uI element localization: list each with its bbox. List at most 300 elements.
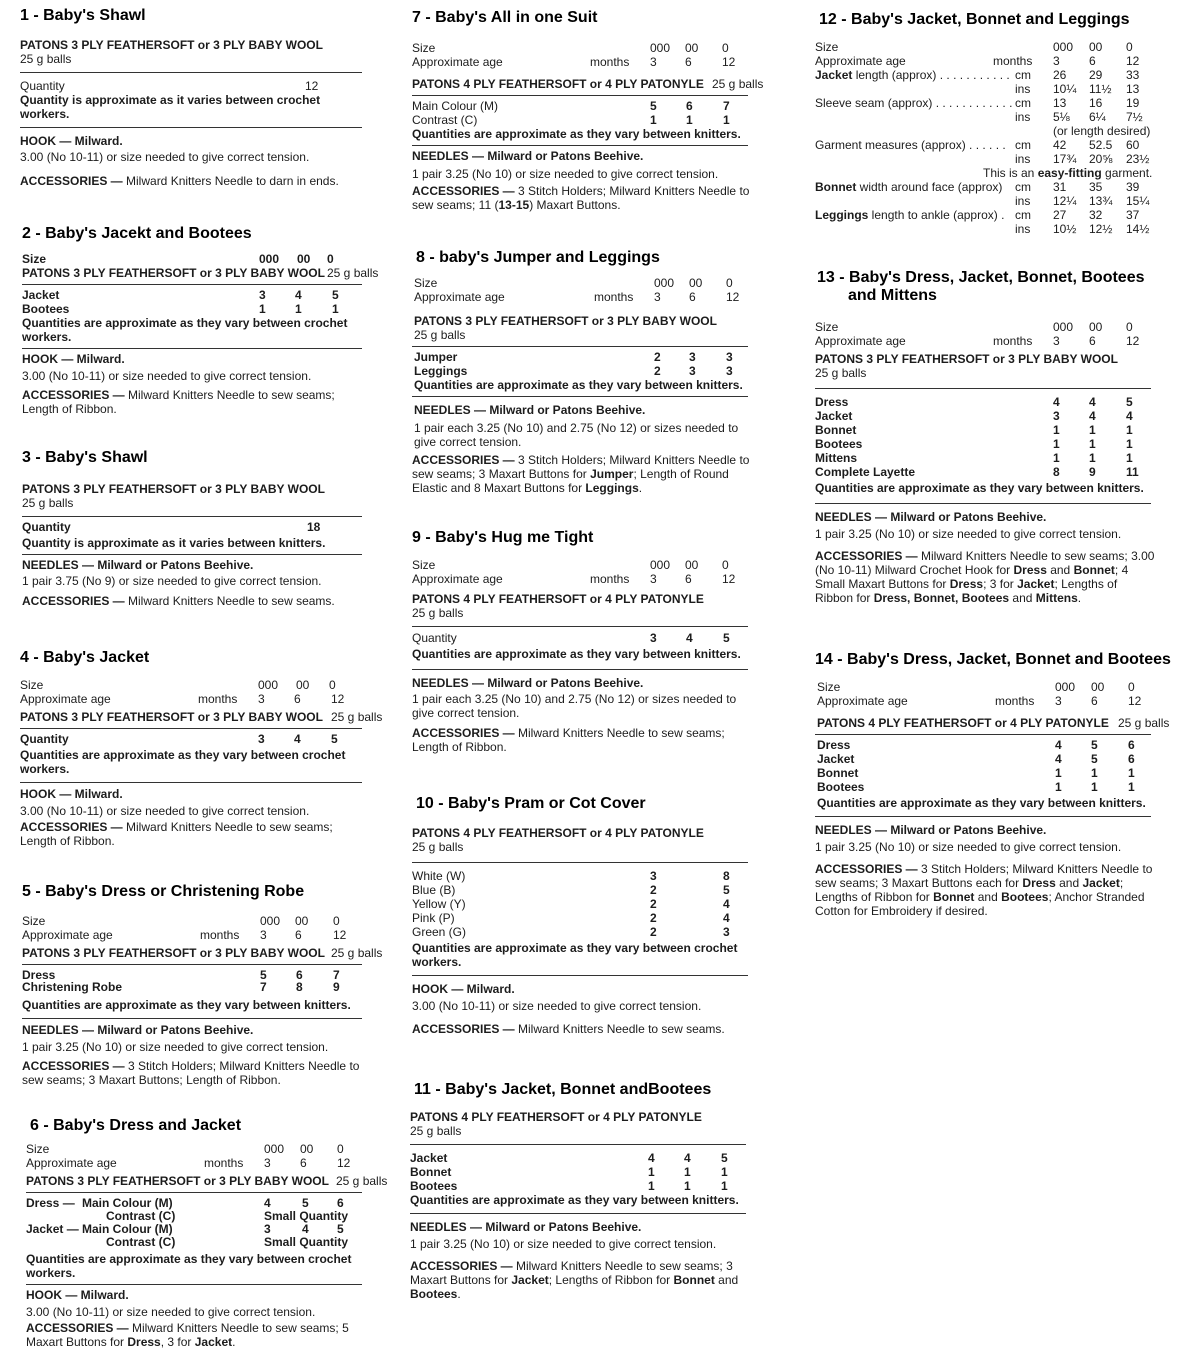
- text-value: 2: [650, 897, 657, 911]
- divider: [412, 669, 748, 670]
- text-value: 17¾: [1053, 152, 1077, 166]
- text-value: ACCESSORIES —: [412, 184, 515, 198]
- hook-text: 3.00 (No 10-11) or size needed to give correct tension.: [20, 804, 310, 818]
- text-value: 2: [650, 925, 657, 939]
- text-value: 3: [723, 925, 730, 939]
- text-value: 13: [1126, 82, 1140, 96]
- text-value: 5: [332, 288, 339, 302]
- text-value: 25 g balls: [331, 710, 383, 724]
- quantity-note: Quantities are approximate as they vary between knitters.: [412, 647, 741, 661]
- text-value: Size: [20, 678, 44, 692]
- text-value: easy-fitting: [1037, 166, 1102, 180]
- text-value: 3: [650, 572, 657, 586]
- text-value: 0: [726, 276, 733, 290]
- text-value: Main Colour (M): [412, 99, 499, 113]
- text-value: 3: [264, 1222, 271, 1236]
- text-value: 25 g balls: [414, 328, 466, 342]
- text-value: 000: [264, 1142, 285, 1156]
- text-value: and: [1009, 591, 1036, 605]
- text-value: months: [993, 334, 1033, 348]
- text-value: 00: [1091, 680, 1105, 694]
- text-value: 00: [1089, 320, 1103, 334]
- text-value: length to ankle (approx) .: [868, 208, 1005, 222]
- text-value: 25 g balls: [336, 1174, 388, 1188]
- text-value: 29: [1089, 68, 1103, 82]
- text-value: ; Length of Round Elastic and 8 Maxart Buttons for: [412, 467, 729, 495]
- hook-text: 3.00 (No 10-11) or size needed to give correct tension.: [412, 999, 702, 1013]
- text-value: 00: [296, 678, 310, 692]
- text-value: 9: [1089, 465, 1096, 479]
- text-value: 1: [295, 302, 302, 316]
- text-value: 37: [1126, 208, 1140, 222]
- text-value: 1: [1126, 451, 1133, 465]
- text-value: 18: [307, 520, 321, 534]
- text-value: 1: [1089, 437, 1096, 451]
- text-value: ; Lengths of Ribbon for: [815, 577, 1118, 605]
- text-value: ; Anchor Stranded Cotton for Embroidery if desired.: [815, 890, 1145, 918]
- text-value: 25 g balls: [815, 366, 867, 380]
- text-value: 25 g balls: [412, 840, 464, 854]
- text-value: Bootees: [22, 302, 70, 316]
- text-value: 3: [1053, 409, 1060, 423]
- text-value: 4: [264, 1196, 271, 1210]
- text-value: PATONS 4 PLY FEATHERSOFT or 4 PLY PATONYLE: [817, 716, 1109, 730]
- text-value: Jacket: [815, 409, 853, 423]
- text-value: 6: [689, 290, 696, 304]
- text-value: White (W): [412, 869, 466, 883]
- text-value: 1: [650, 113, 657, 127]
- section-title: 10 - Baby's Pram or Cot Cover: [416, 795, 646, 812]
- text-value: and: [1046, 563, 1074, 577]
- accessories: [815, 862, 1155, 918]
- accessories: [815, 549, 1155, 605]
- text-value: 3: [726, 364, 733, 378]
- quantity-note: Quantities are approximate as they vary between knitters.: [410, 1193, 739, 1207]
- text-value: 12: [1126, 54, 1140, 68]
- text-value: Small Quantity: [264, 1235, 349, 1249]
- text-value: 2: [650, 883, 657, 897]
- section-title: 7 - Baby's All in one Suit: [412, 9, 598, 26]
- text-value: Size: [412, 558, 436, 572]
- text-value: Pink (P): [412, 911, 455, 925]
- text-value: .: [1077, 591, 1082, 605]
- divider: [22, 284, 362, 285]
- text-value: 0: [1128, 680, 1135, 694]
- text-value: 2: [654, 364, 661, 378]
- text-value: Sleeve seam (approx) . . . . . . . . . . . .: [815, 96, 1013, 110]
- text-value: Milward Knitters Needle to sew seams; 3 Maxart Buttons for: [410, 1259, 733, 1287]
- divider: [815, 503, 1151, 504]
- text-value: 4: [1126, 409, 1133, 423]
- text-value: PATONS 3 PLY FEATHERSOFT or 3 PLY BABY WOOL: [26, 1174, 329, 1188]
- text-value: 00: [689, 276, 703, 290]
- text-value: 5: [1126, 395, 1133, 409]
- accessories: [20, 820, 362, 848]
- text-value: 6: [1128, 752, 1135, 766]
- text-value: 4: [1053, 395, 1060, 409]
- text-value: months: [590, 572, 630, 586]
- text-value: 5: [1091, 738, 1098, 752]
- text-value: 1: [259, 302, 266, 316]
- text-value: 25 g balls: [22, 496, 74, 510]
- section-title-line-2: and Mittens: [848, 287, 937, 304]
- text-value: 00: [685, 41, 699, 55]
- needles-text: 1 pair 3.25 (No 10) or size needed to give correct tension.: [815, 840, 1122, 854]
- text-value: 5: [337, 1222, 344, 1236]
- quantity-note: Quantities are approximate as they vary between crochet workers.: [26, 1252, 352, 1280]
- size-label: Size: [22, 252, 47, 266]
- text-value: and: [974, 890, 1002, 904]
- text-value: 1: [1091, 766, 1098, 780]
- text-value: 1: [1053, 451, 1060, 465]
- text-value: Milward Knitters Needle to sew seams; Length of Ribbon.: [412, 726, 725, 754]
- text-value: Approximate age: [20, 692, 111, 706]
- text-value: 4: [684, 1151, 691, 1165]
- text-value: 0: [327, 252, 334, 266]
- text-value: 3: [726, 350, 733, 364]
- text-value: 14½: [1126, 222, 1150, 236]
- text-value: 1: [1055, 766, 1062, 780]
- text-value: 4: [302, 1222, 309, 1236]
- text-value: Bonnet: [815, 180, 857, 194]
- text-value: 0: [1126, 40, 1133, 54]
- text-value: 4: [1055, 752, 1062, 766]
- text-value: 3 Stitch Holders; Milward Knitters Needle to sew seams; 3 Maxart Buttons for: [412, 453, 750, 481]
- text-value: 3: [654, 290, 661, 304]
- text-value: Approximate age: [412, 55, 503, 69]
- text-value: Milward Knitters Needle to sew seams; 5 Maxart Buttons for: [26, 1321, 349, 1349]
- text-value: and: [714, 1273, 739, 1287]
- text-value: PATONS 3 PLY FEATHERSOFT or 3 PLY BABY WOOL: [815, 352, 1118, 366]
- quantity-note: Quantities are approximate as they vary between crochet workers.: [412, 941, 738, 969]
- text-value: 000: [1053, 40, 1074, 54]
- divider: [410, 1213, 746, 1214]
- text-value: Size: [414, 276, 438, 290]
- divider: [412, 975, 748, 976]
- text-value: Jacket: [410, 1151, 448, 1165]
- text-value: Approximate age: [817, 694, 908, 708]
- text-value: ; 4 Small Maxart Buttons for: [815, 563, 1129, 591]
- text-value: ACCESSORIES —: [412, 726, 515, 740]
- section-5: [22, 882, 383, 1087]
- text-value: Quantity: [22, 520, 71, 534]
- text-value: Dress, Bonnet, Bootees: [873, 591, 1010, 605]
- text-value: ACCESSORIES —: [815, 862, 918, 876]
- yarn-name: PATONS 3 PLY FEATHERSOFT or 3 PLY BABY WOOL: [20, 38, 323, 52]
- text-value: Yellow (Y): [412, 897, 466, 911]
- accessories: [22, 594, 362, 608]
- text-value: 5: [723, 883, 730, 897]
- text-value: 6: [1128, 738, 1135, 752]
- text-value: Green (G): [412, 925, 467, 939]
- needles-text: 1 pair 3.25 (No 10) or size needed to give correct tension.: [22, 1040, 329, 1054]
- text-value: Milward Knitters Needle to sew seams; Length of Ribbon.: [20, 820, 333, 848]
- text-value: Size: [815, 320, 839, 334]
- text-value: Bonnet: [815, 423, 857, 437]
- text-value: 12½: [1089, 222, 1113, 236]
- text-value: Main Colour (M): [82, 1222, 173, 1236]
- text-value: , 3 for: [160, 1335, 195, 1349]
- text-value: cm: [1015, 180, 1031, 194]
- divider: [412, 145, 748, 146]
- text-value: Approximate age: [26, 1156, 117, 1170]
- text-value: 7: [333, 968, 340, 982]
- text-value: PATONS 4 PLY FEATHERSOFT or 4 PLY PATONYLE: [412, 77, 704, 91]
- text-value: 000: [650, 41, 671, 55]
- text-value: PATONS 3 PLY FEATHERSOFT or 3 PLY BABY WOOL: [20, 710, 323, 724]
- text-value: 4: [723, 897, 730, 911]
- divider: [20, 127, 362, 128]
- text-value: 0: [329, 678, 336, 692]
- hook-text: 3.00 (No 10-11) or size needed to give correct tension.: [20, 150, 310, 164]
- text-value: length (approx) . . . . . . . . . . .: [852, 68, 1010, 82]
- section-title: 14 - Baby's Dress, Jacket, Bonnet and Bootees: [815, 651, 1171, 668]
- text-value: 3: [689, 364, 696, 378]
- text-value: Bonnet: [933, 890, 975, 904]
- quantity-note: Quantities are approximate as they vary between crochet workers.: [20, 748, 346, 776]
- text-value: Dress: [815, 395, 849, 409]
- text-value: 12: [337, 1156, 351, 1170]
- quantity-note: Quantity is approximate as it varies between crochet workers.: [20, 93, 321, 121]
- text-value: 000: [1053, 320, 1074, 334]
- text-value: HOOK — Milward.: [412, 982, 515, 996]
- text-value: Bonnet: [817, 766, 859, 780]
- text-value: PATONS 3 PLY FEATHERSOFT or 3 PLY BABY WOOL: [22, 946, 325, 960]
- text-value: 7: [260, 980, 267, 994]
- text-value: 6: [685, 55, 692, 69]
- text-value: Size: [22, 914, 46, 928]
- text-value: 12: [331, 692, 345, 706]
- text-value: Milward Knitters Needle to darn in ends.: [122, 174, 339, 188]
- text-value: NEEDLES — Milward or Patons Beehive.: [815, 823, 1047, 837]
- text-value: 5: [650, 99, 657, 113]
- text-value: 1: [1089, 451, 1096, 465]
- text-value: 3: [260, 928, 267, 942]
- text-value: Approximate age: [815, 334, 906, 348]
- text-value: ACCESSORIES —: [412, 453, 515, 467]
- section-2: [22, 224, 379, 416]
- text-value: Dress: [1013, 563, 1047, 577]
- section-1: [20, 6, 362, 188]
- text-value: Dress: [1022, 876, 1056, 890]
- divider: [22, 1018, 362, 1019]
- text-value: 6: [685, 572, 692, 586]
- text-value: 4: [294, 732, 301, 746]
- section-title: 9 - Baby's Hug me Tight: [412, 529, 594, 546]
- text-value: 6¼: [1089, 110, 1106, 124]
- text-value: 16: [1089, 96, 1103, 110]
- text-value: 3: [264, 1156, 271, 1170]
- text-value: ; Lengths of Ribbon for: [548, 1273, 674, 1287]
- text-value: 1: [1091, 780, 1098, 794]
- text-value: 1: [648, 1165, 655, 1179]
- divider: [412, 626, 748, 627]
- text-value: Quantity: [412, 631, 457, 645]
- text-value: Mittens: [815, 451, 857, 465]
- section-12: [815, 10, 1160, 236]
- section-11: [410, 1080, 756, 1301]
- text-value: 9: [333, 980, 340, 994]
- text-value: Leggings: [585, 481, 639, 495]
- text-value: ; 3 for: [983, 577, 1018, 591]
- text-value: Garment measures (approx) . . . . . .: [815, 138, 1006, 152]
- text-value: 5⅛: [1053, 110, 1070, 124]
- text-value: Jacket: [22, 288, 60, 302]
- text-value: Quantity: [20, 732, 69, 746]
- text-value: 33: [1126, 68, 1140, 82]
- text-value: Jacket: [817, 752, 855, 766]
- text-value: Approximate age: [414, 290, 505, 304]
- accessories: [26, 1321, 366, 1349]
- quantity-note: Quantities are approximate as they vary between knitters.: [817, 796, 1146, 810]
- hook-heading: HOOK — Milward.: [22, 352, 125, 366]
- section-title: 6 - Baby's Dress and Jacket: [30, 1117, 242, 1134]
- text-value: 3: [650, 869, 657, 883]
- text-value: Contrast (C): [106, 1209, 176, 1223]
- text-value: 0: [722, 558, 729, 572]
- divider: [815, 388, 1151, 389]
- accessories: [22, 1059, 362, 1087]
- text-value: cm: [1015, 138, 1031, 152]
- divider: [22, 554, 362, 555]
- text-value: 31: [1053, 180, 1067, 194]
- text-value: 12: [1126, 334, 1140, 348]
- text-value: ACCESSORIES —: [26, 1321, 129, 1335]
- text-value: NEEDLES — Milward or Patons Beehive.: [815, 510, 1047, 524]
- needles-text: 1 pair 3.25 (No 10) or size needed to give correct tension.: [815, 527, 1122, 541]
- text-value: 25 g balls: [712, 77, 764, 91]
- text-value: 1: [1126, 423, 1133, 437]
- text-value: 1: [1128, 766, 1135, 780]
- text-value: 13¾: [1089, 194, 1113, 208]
- quantity-note: Quantities are approximate as they vary between knitters.: [22, 998, 351, 1012]
- text-value: NEEDLES — Milward or Patons Beehive.: [22, 1023, 254, 1037]
- text-value: .: [457, 1287, 461, 1301]
- needles-text: 1 pair 3.75 (No 9) or size needed to give correct tension.: [22, 574, 322, 588]
- text-value: 6: [300, 1156, 307, 1170]
- text-value: 000: [260, 914, 281, 928]
- text-value: 3: [689, 350, 696, 364]
- section-7: [412, 8, 762, 212]
- needles-text: 1 pair 3.25 (No 10) or size needed to give correct tension.: [410, 1237, 717, 1251]
- section-title: 8 - baby's Jumper and Leggings: [416, 249, 660, 266]
- text-value: 2: [654, 350, 661, 364]
- text-value: 25 g balls: [331, 946, 383, 960]
- text-value: Dress: [127, 1335, 161, 1349]
- text-value: Approximate age: [22, 928, 113, 942]
- text-value: Jumper: [414, 350, 458, 364]
- text-value: 25 g balls: [412, 606, 464, 620]
- text-value: Bootees: [815, 437, 863, 451]
- section-title: 1 - Baby's Shawl: [20, 7, 146, 24]
- text-value: 4: [1089, 395, 1096, 409]
- text-value: 26: [1053, 68, 1067, 82]
- accessories: [412, 453, 752, 495]
- text-value: 1: [723, 113, 730, 127]
- text-value: 12: [722, 55, 736, 69]
- text-value: 3: [1055, 694, 1062, 708]
- text-value: 2: [650, 911, 657, 925]
- text-value: Milward Knitters Needle to sew seams; Length of Ribbon.: [22, 388, 335, 416]
- text-value: 8: [296, 980, 303, 994]
- text-value: 12¼: [1053, 194, 1077, 208]
- text-value: ins: [1015, 152, 1031, 166]
- text-value: 000: [258, 678, 279, 692]
- text-value: 1: [1089, 423, 1096, 437]
- text-value: NEEDLES — Milward or Patons Beehive.: [412, 676, 644, 690]
- text-value: 23½: [1126, 152, 1150, 166]
- text-value: 0: [1126, 320, 1133, 334]
- text-value: 3: [259, 288, 266, 302]
- text-value: 1: [721, 1179, 728, 1193]
- text-value: ; Lengths of Ribbon for: [815, 876, 1124, 904]
- text-value: Size: [26, 1142, 50, 1156]
- divider: [412, 346, 748, 347]
- text-value: 1: [1128, 780, 1135, 794]
- text-value: Dress —: [26, 1196, 75, 1210]
- text-value: ins: [1015, 222, 1031, 236]
- section-title: 2 - Baby's Jacekt and Bootees: [22, 225, 252, 242]
- text-value: NEEDLES — Milward or Patons Beehive.: [410, 1220, 642, 1234]
- text-value: PATONS 3 PLY FEATHERSOFT or 3 PLY BABY WOOL: [414, 314, 717, 328]
- accessories: [412, 184, 752, 212]
- quantity-note: Quantities are approximate as they vary between knitters.: [414, 378, 743, 392]
- text-value: Blue (B): [412, 883, 456, 897]
- text-value: 25 g balls: [327, 266, 379, 280]
- text-value: This is an: [983, 166, 1038, 180]
- text-value: Complete Layette: [815, 465, 916, 479]
- text-value: Jacket —: [26, 1222, 79, 1236]
- text-value: Bootees: [1001, 890, 1049, 904]
- accessories: [20, 174, 362, 188]
- text-value: 1: [1126, 437, 1133, 451]
- yarn-name: PATONS 3 PLY FEATHERSOFT or 3 PLY BABY WOOL: [22, 482, 325, 496]
- text-value: months: [993, 54, 1033, 68]
- text-value: 5: [723, 631, 730, 645]
- text-value: ACCESSORIES —: [815, 549, 918, 563]
- text-value: 10¼: [1053, 82, 1077, 96]
- section-title: 3 - Baby's Shawl: [22, 449, 148, 466]
- text-value: garment.: [1101, 166, 1153, 180]
- section-title: 5 - Baby's Dress or Christening Robe: [22, 883, 305, 900]
- divider: [20, 728, 362, 729]
- text-value: 6: [296, 968, 303, 982]
- hook-heading: HOOK — Milward.: [20, 134, 123, 148]
- text-value: 7: [723, 99, 730, 113]
- text-value: 8: [723, 869, 730, 883]
- text-value: 3: [650, 631, 657, 645]
- hook-text: 3.00 (No 10-11) or size needed to give correct tension.: [26, 1305, 316, 1319]
- accessories: [412, 1022, 756, 1036]
- text-value: 00: [295, 914, 309, 928]
- text-value: 35: [1089, 180, 1103, 194]
- text-value: 8: [1053, 465, 1060, 479]
- text-value: 3: [1053, 334, 1060, 348]
- text-value: 6: [295, 928, 302, 942]
- text-value: 00: [297, 252, 311, 266]
- text-value: 5: [302, 1196, 309, 1210]
- text-value: Approximate age: [412, 572, 503, 586]
- section-9: [412, 528, 756, 754]
- text-value: 3: [258, 692, 265, 706]
- text-value: 6: [1089, 334, 1096, 348]
- text-value: NEEDLES — Milward or Patons Beehive.: [414, 403, 646, 417]
- text-value: HOOK — Milward.: [20, 787, 123, 801]
- text-value: 1: [332, 302, 339, 316]
- accessories: [22, 388, 362, 416]
- text-value: 000: [1055, 680, 1076, 694]
- text-value: 5: [721, 1151, 728, 1165]
